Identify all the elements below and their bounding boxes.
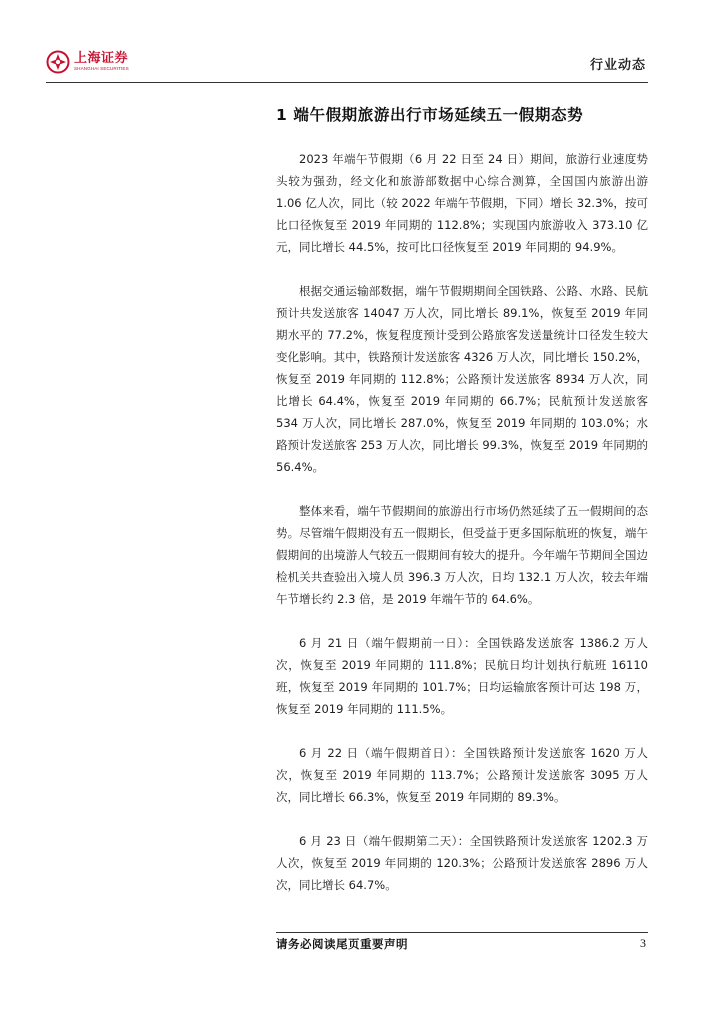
disclaimer-note: 请务必阅读尾页重要声明 xyxy=(276,937,408,951)
paragraph-overall-trend: 整体来看，端午节假期间的旅游出行市场仍然延续了五一假期间的态势。尽管端午假期没有五一假期长，但受益于更多国际航班的恢复，端午假期间的出境游人气较五一假期间有较大的提升。今年端午节期间全国边检机关共查验出入境人员 396.3 万人次，日均 132.1 万人次，较去年端午节增长约 2.3 倍，是 2019 年端午节的 64.6%。 xyxy=(276,504,648,606)
paragraph-june-23: 6 月 23 日（端午假期第二天）：全国铁路预计发送旅客 1202.3 万人次，恢复至 2019 年同期的 120.3%；公路预计发送旅客 2896 万人次，同比增长 64.7%。 xyxy=(276,834,648,892)
report-category-tag: 行业动态 xyxy=(589,58,646,73)
page-header xyxy=(46,50,646,82)
paragraph-tourism-overview: 2023 年端午节假期（6 月 22 日至 24 日）期间，旅游行业速度势头较为强劲，经文化和旅游部数据中心综合测算，全国国内旅游出游 1.06 亿人次，同比（较 2022 年端午节假期，下同）增长 32.3%，按可比口径恢复至 2019 年同期的 112.8%；实现国内旅游收入 373.10 亿元，同比增长 44.5%，按可比口径恢复至 2019 年同期的 94.9%。 xyxy=(276,152,648,254)
paragraph-june-21: 6 月 21 日（端午假期前一日）：全国铁路发送旅客 1386.2 万人次，恢复至 2019 年同期的 111.8%；民航日均计划执行航班 16110 班，恢复至 2019 年同期的 101.7%；日均运输旅客预计可达 198 万，恢复至 2019 年同期的 111.5%。 xyxy=(276,636,648,716)
paragraph-june-22: 6 月 22 日（端午假期首日）：全国铁路预计发送旅客 1620 万人次，恢复至 2019 年同期的 113.7%；公路预计发送旅客 3095 万人次，同比增长 66.3%，恢复至 2019 年同期的 89.3%。 xyxy=(276,746,648,804)
logo-english-name: SHANGHAI SECURITIES xyxy=(74,66,129,72)
company-logo xyxy=(46,50,129,74)
section-title: 1 端午假期旅游出行市场延续五一假期态势 xyxy=(276,106,584,124)
shanghai-securities-logo-icon xyxy=(46,50,70,74)
paragraph-transport-data: 根据交通运输部数据，端午节假期期间全国铁路、公路、水路、民航预计共发送旅客 14047 万人次，同比增长 89.1%，恢复至 2019 年同期水平的 77.2%，恢复程度预计受到公路旅客发送量统计口径发生较大变化影响。其中，铁路预计发送旅客 4326 万人次，同比增长 150.2%，恢复至 2019 年同期的 112.8%；公路预计发送旅客 8934 万人次，同比增长 64.4%，恢复至 2019 年同期的 66.7%；民航预计发送旅客 534 万人次，同比增长 287.0%，恢复至 2019 年同期的 103.0%；水路预计发送旅客 253 万人次，同比增长 99.3%，恢复至 2019 年同期的 56.4%。 xyxy=(276,284,648,474)
page-number: 3 xyxy=(640,936,646,950)
header-divider xyxy=(46,82,648,83)
footer-divider xyxy=(276,932,648,933)
logo-chinese-name: 上海证券 xyxy=(74,51,129,67)
article-body xyxy=(276,148,648,918)
